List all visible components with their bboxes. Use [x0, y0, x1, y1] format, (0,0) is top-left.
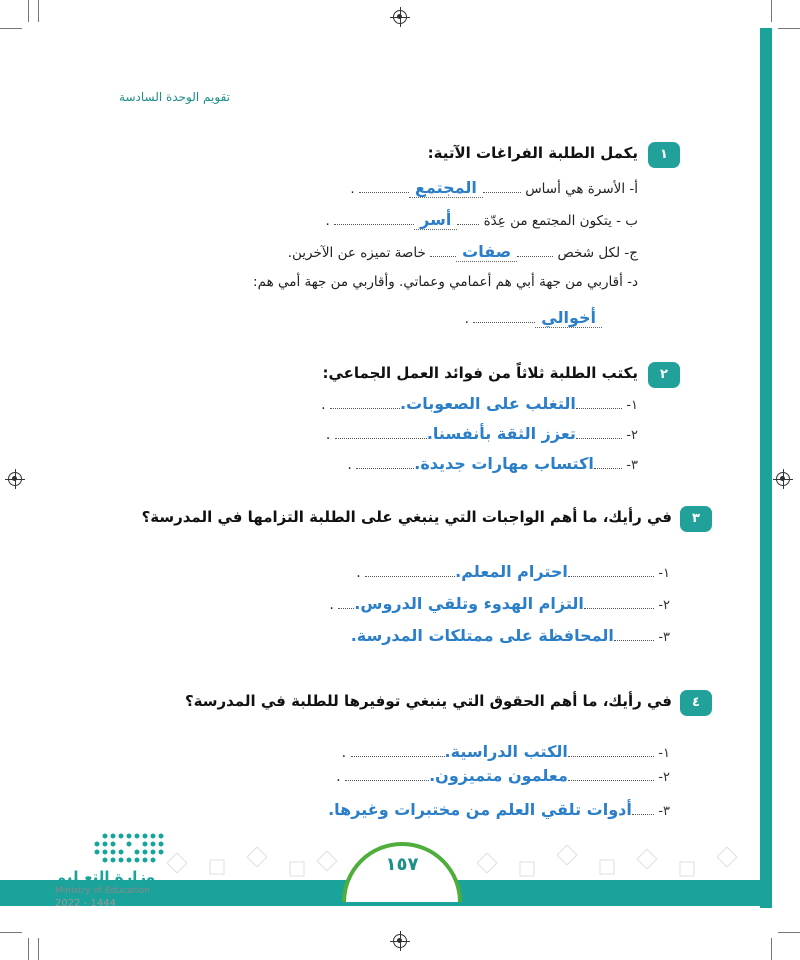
- item-number: ٢-: [658, 770, 670, 785]
- ministry-name-arabic: وزارة التعـليم: [55, 868, 156, 886]
- leader-dots: [356, 456, 414, 469]
- leader-dots: [334, 212, 414, 225]
- list-item: [328, 800, 670, 819]
- q1-line-a-prefix: أ- الأسرة هي أساس: [525, 181, 638, 197]
- q1-line-b-suffix: .: [325, 213, 330, 229]
- q1-line-a: [350, 178, 638, 197]
- leader-dots: [568, 744, 654, 757]
- question-number-badge: ٢: [648, 362, 680, 388]
- item-answer: المحافظة على ممتلكات المدرسة.: [350, 626, 614, 645]
- item-number: ١-: [626, 398, 638, 413]
- q1-line-a-answer: المجتمع: [409, 178, 483, 198]
- leader-dots: [594, 456, 622, 469]
- q1-line-b: [326, 210, 638, 229]
- registration-mark-icon: [393, 10, 407, 24]
- crop-mark: [771, 938, 772, 960]
- item-answer: أدوات تلقي العلم من مختبرات وغيرها.: [328, 800, 632, 819]
- item-number: ٣-: [658, 630, 670, 645]
- leader-dots: [584, 596, 654, 609]
- q1-line-c-prefix: ج- لكل شخص: [557, 245, 638, 261]
- leader-dots: [345, 768, 429, 781]
- question-4-text: في رأيك، ما أهم الحقوق التي ينبغي توفيرها للطلبة في المدرسة؟: [184, 692, 672, 710]
- leader-dots: [483, 180, 521, 193]
- q1-line-b-prefix: ب - يتكون المجتمع من عِدّة: [483, 213, 638, 229]
- registration-mark-icon: [8, 472, 22, 486]
- q1-line-d-answer: أخوالي: [535, 308, 602, 328]
- leader-dots: [614, 628, 654, 641]
- item-answer: احترام المعلم.: [455, 562, 568, 581]
- list-item: ١- التغلب على الصعوبات. .: [321, 394, 638, 413]
- crop-mark: [778, 28, 800, 29]
- question-3-text: في رأيك، ما أهم الواجبات التي ينبغي على الطلبة التزامها في المدرسة؟: [141, 508, 672, 526]
- leader-dots: [457, 212, 479, 225]
- list-item: ٢- تعزز الثقة بأنفسنا. .: [325, 424, 638, 443]
- item-number: ١-: [658, 566, 670, 581]
- item-answer: الكتب الدراسية.: [444, 742, 568, 761]
- q1-line-d: د- أقاربي من جهة أبي هم أعمامي وعماتي. وأقاربي من جهة أمي هم:: [253, 274, 638, 290]
- q1-line-c-suffix: خاصة تميزه عن الآخرين.: [287, 245, 426, 261]
- q1-line-a-suffix: .: [350, 181, 355, 197]
- q1-line-d-suffix: .: [464, 311, 469, 327]
- q1-line-d-answer-line: [465, 308, 602, 327]
- crop-mark: [0, 932, 22, 933]
- leader-dots: [473, 310, 535, 323]
- leader-dots: [335, 426, 427, 439]
- q1-line-c: [288, 242, 638, 261]
- q1-line-c-answer: صفات: [456, 242, 517, 262]
- question-number-badge: ٤: [680, 690, 712, 716]
- edition-year: 2022 - 1444: [55, 898, 116, 909]
- item-number: ١-: [658, 746, 670, 761]
- list-item: ٢- التزام الهدوء وتلقي الدروس. .: [329, 594, 670, 613]
- ministry-logo: [55, 828, 175, 909]
- leader-dots: [359, 180, 409, 193]
- list-item: ١- احترام المعلم. .: [356, 562, 670, 581]
- list-item: ٢- معلمون متميزون. .: [336, 766, 670, 785]
- item-answer: التغلب على الصعوبات.: [400, 394, 576, 413]
- question-number-badge: ١: [648, 142, 680, 168]
- side-bar: [760, 28, 772, 908]
- registration-mark-icon: [776, 472, 790, 486]
- registration-mark-icon: [393, 934, 407, 948]
- leader-dots: [351, 744, 445, 757]
- item-answer: تعزز الثقة بأنفسنا.: [426, 424, 576, 443]
- page-number: ١٥٧: [385, 854, 419, 875]
- leader-dots: [576, 396, 622, 409]
- item-number: ٣-: [658, 804, 670, 819]
- question-number-badge: ٣: [680, 506, 712, 532]
- leader-dots: [576, 426, 622, 439]
- question-2-text: يكتب الطلبة ثلاثاً من فوائد العمل الجماعي:: [322, 364, 638, 382]
- q1-line-b-answer: أسر: [414, 210, 457, 230]
- crop-mark: [778, 932, 800, 933]
- crop-mark: [771, 0, 772, 22]
- leader-dots: [338, 596, 354, 609]
- item-answer: معلمون متميزون.: [429, 766, 568, 785]
- unit-title: تقويم الوحدة السادسة: [119, 90, 230, 104]
- item-number: ٢-: [658, 598, 670, 613]
- question-1-text: يكمل الطلبة الفراغات الآتية:: [427, 144, 638, 162]
- leader-dots: [632, 802, 654, 815]
- leader-dots: [365, 564, 455, 577]
- crop-mark: [38, 0, 39, 22]
- crop-mark: [0, 28, 22, 29]
- ministry-name-english: Ministry of Education: [55, 886, 150, 896]
- item-number: ٣-: [626, 458, 638, 473]
- leader-dots: [430, 244, 456, 257]
- crop-mark: [28, 938, 29, 960]
- item-number: ٢-: [626, 428, 638, 443]
- crop-mark: [28, 0, 29, 22]
- leader-dots: [330, 396, 400, 409]
- leader-dots: [568, 768, 654, 781]
- list-item: ٣- اكتساب مهارات جديدة. .: [347, 454, 638, 473]
- item-answer: التزام الهدوء وتلقي الدروس.: [354, 594, 584, 613]
- page-number-tab: [342, 842, 462, 902]
- ministry-logo-icon: [55, 828, 175, 868]
- list-item: [351, 626, 670, 645]
- list-item: ١- الكتب الدراسية. .: [341, 742, 670, 761]
- leader-dots: [517, 244, 553, 257]
- item-answer: اكتساب مهارات جديدة.: [414, 454, 594, 473]
- leader-dots: [568, 564, 654, 577]
- crop-mark: [38, 938, 39, 960]
